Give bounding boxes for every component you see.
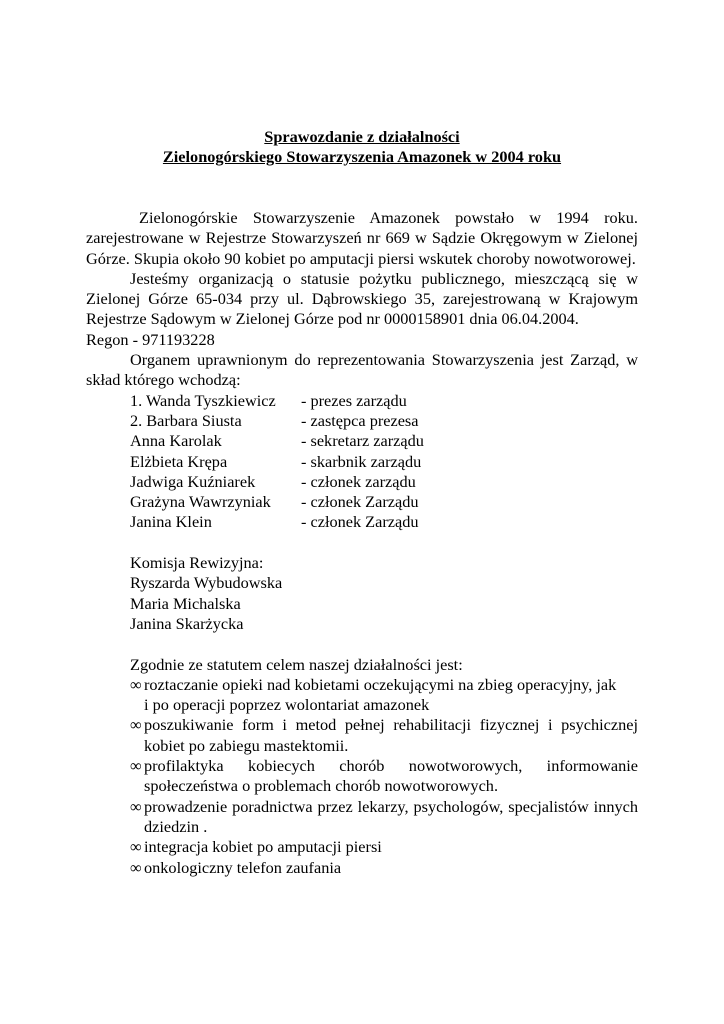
board-member-role: - skarbnik zarządu (301, 451, 422, 471)
board-member-name: 1. Wanda Tyszkiewicz (130, 390, 276, 410)
document-title-line1: Sprawozdanie z działalności (264, 127, 460, 146)
infinity-bullet-icon: ∞ (130, 715, 142, 735)
board-member (130, 512, 638, 532)
goal-item (130, 756, 638, 797)
goal-text: integracja kobiet po amputacji piersi (144, 837, 382, 857)
goal-item (130, 797, 638, 838)
document-title-line2: Zielonogórskiego Stowarzyszenia Amazonek w 2004 roku (162, 147, 562, 166)
board-list (130, 391, 638, 533)
paragraph-board-intro: Organem uprawnionym do reprezentowania Stowarzyszenia jest Zarząd, w skład którego wchodzą: (86, 350, 638, 390)
goal-text: poszukiwanie form i metod pełnej rehabilitacji fizycznej i psychicznej kobiet po zabiegu mastektomii. (144, 715, 638, 755)
audit-committee (130, 553, 638, 634)
board-member-role: - członek Zarządu (301, 492, 419, 512)
board-member-name: Elżbieta Krępa (130, 451, 228, 471)
audit-committee-member: Maria Michalska (130, 593, 241, 613)
audit-committee-title: Komisja Rewizyjna: (130, 553, 264, 573)
regon-number: Regon - 971193228 (86, 329, 215, 349)
board-member (130, 472, 638, 492)
goal-item (130, 858, 638, 878)
paragraph-status: Jesteśmy organizacją o statusie pożytku publicznego, mieszczącą się w Zielonej Górze 65-034 przy ul. Dąbrowskiego 35, zarejestrowaną w Krajowym Rejestrze Sądowym w Zielonej Górze pod nr 0000158901 dnia 06.04.2004. (86, 268, 638, 329)
audit-committee-member: Janina Skarżycka (130, 613, 244, 633)
board-member-name: Anna Karolak (130, 431, 222, 451)
infinity-bullet-icon: ∞ (130, 857, 142, 877)
board-member (130, 411, 638, 431)
goal-item (130, 837, 638, 857)
board-member-role: - członek Zarządu (301, 512, 419, 532)
board-member-name: 2. Barbara Siusta (130, 410, 242, 430)
document-body (86, 208, 638, 878)
board-member (130, 431, 638, 451)
board-member-role: - członek zarządu (301, 471, 416, 491)
board-member-name: Jadwiga Kuźniarek (130, 471, 256, 491)
board-member (130, 391, 638, 411)
blank-line (86, 533, 638, 553)
blank-line (86, 634, 638, 654)
goals-list (130, 675, 638, 878)
goal-text: onkologiczny telefon zaufania (144, 857, 342, 877)
audit-committee-member: Ryszarda Wybudowska (130, 573, 283, 593)
board-member (130, 492, 638, 512)
goal-text: profilaktyka kobiecych chorób nowotworowych, informowanie społeczeństwa o problemach chorób nowotworowych. (144, 756, 638, 796)
infinity-bullet-icon: ∞ (130, 796, 142, 816)
goal-text: prowadzenie poradnictwa przez lekarzy, psychologów, specjalistów innych dziedzin . (144, 796, 638, 836)
board-member (130, 452, 638, 472)
board-member-role: - prezes zarządu (301, 390, 407, 410)
board-member-name: Janina Klein (130, 512, 212, 532)
infinity-bullet-icon: ∞ (130, 756, 142, 776)
infinity-bullet-icon: ∞ (130, 674, 142, 694)
goal-item (130, 715, 638, 756)
board-member-role: - zastępca prezesa (301, 410, 419, 430)
goals-intro: Zgodnie ze statutem celem naszej działalności jest: (130, 654, 463, 674)
goal-item (130, 675, 638, 716)
paragraph-founding: Zielonogórskie Stowarzyszenie Amazonek powstało w 1994 roku. zarejestrowane w Rejestrze Stowarzyszeń nr 669 w Sądzie Okręgowym w Zielonej Górze. Skupia około 90 kobiet po amputacji piersi wskutek choroby nowotworowej. (86, 208, 638, 268)
infinity-bullet-icon: ∞ (130, 837, 142, 857)
board-member-role: - sekretarz zarządu (301, 431, 424, 451)
goal-text: i po operacji poprzez wolontariat amazonek (144, 695, 430, 715)
goal-text: roztaczanie opieki nad kobietami oczekującymi na zbieg operacyjny, jak (144, 674, 617, 694)
board-member-name: Grażyna Wawrzyniak (130, 492, 271, 512)
